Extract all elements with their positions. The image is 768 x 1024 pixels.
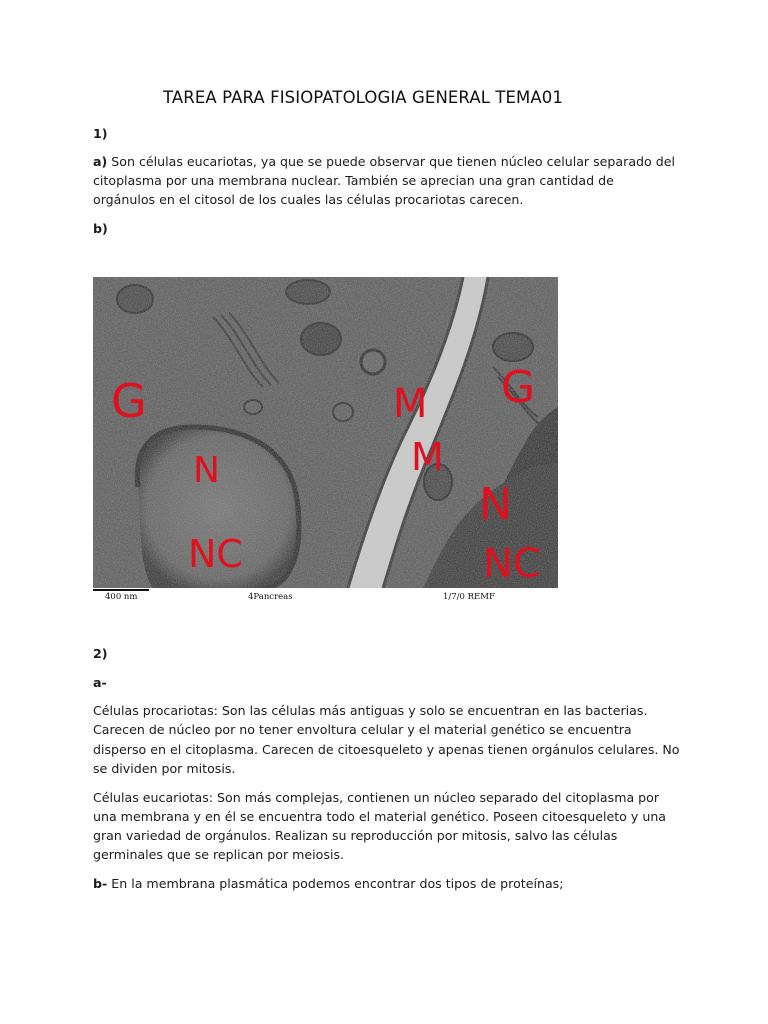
annotation-m-top: M	[393, 381, 428, 427]
answer-1b-label: b)	[93, 221, 108, 236]
electron-micrograph	[93, 277, 558, 606]
specimen-label: 4Pancreas	[248, 592, 293, 602]
image-code: 1/7/0 REMF	[443, 592, 495, 602]
annotation-n-right: N	[479, 479, 512, 530]
answer-1a-text-1: Son células eucariotas, ya que se puede observar que tienen núcleo celular separado del	[111, 154, 675, 169]
page-title: TAREA PARA FISIOPATOLOGIA GENERAL TEMA01	[163, 88, 563, 107]
annotation-n-left: N	[193, 450, 220, 491]
answer-2a-label: a-	[93, 675, 107, 690]
prokaryote-line-2: Carecen de núcleo por no tener envoltura celular y el material genético se encuentra	[93, 722, 632, 737]
prokaryote-line-4: se dividen por mitosis.	[93, 761, 236, 776]
question-1-number: 1)	[93, 126, 108, 141]
answer-1a-line-3: orgánulos en el citosol de los cuales las células procariotas carecen.	[93, 192, 524, 207]
eukaryote-line-4: germinales que se replican por meiosis.	[93, 847, 345, 862]
answer-1a-line-2: citoplasma por una membrana nuclear. También se aprecian una gran cantidad de	[93, 173, 614, 188]
eukaryote-line-3: gran variedad de orgánulos. Realizan su reproducción por mitosis, salvo las células	[93, 828, 618, 843]
eukaryote-line-2: una membrana y en él se encuentra todo el material genético. Poseen citoesqueleto y una	[93, 809, 667, 824]
answer-2b-text: En la membrana plasmática podemos encontrar dos tipos de proteínas;	[111, 876, 564, 891]
answer-1a-line-1	[93, 152, 675, 171]
annotation-nc-left: NC	[188, 532, 243, 576]
answer-1a-label: a)	[93, 154, 108, 169]
eukaryote-line-1: Células eucariotas: Son más complejas, contienen un núcleo separado del citoplasma por	[93, 790, 660, 805]
answer-2b-label: b-	[93, 876, 108, 891]
annotation-g-right: G	[501, 362, 536, 413]
question-2-number: 2)	[93, 646, 108, 661]
scale-label: 400 nm	[105, 592, 138, 602]
annotation-m-bottom: M	[411, 435, 444, 479]
prokaryote-line-3: disperso en el citoplasma. Carecen de citoesqueleto y apenas tienen orgánulos celulares. No	[93, 742, 680, 757]
answer-2b-line	[93, 874, 563, 893]
micrograph-image	[93, 277, 558, 588]
micrograph-footer-bar	[93, 588, 558, 606]
annotation-nc-right: NC	[483, 541, 541, 587]
scale-bar-line	[93, 589, 149, 591]
annotation-g-left: G	[111, 374, 147, 428]
prokaryote-line-1: Células procariotas: Son las células más antiguas y solo se encuentran en las bacterias.	[93, 703, 648, 718]
